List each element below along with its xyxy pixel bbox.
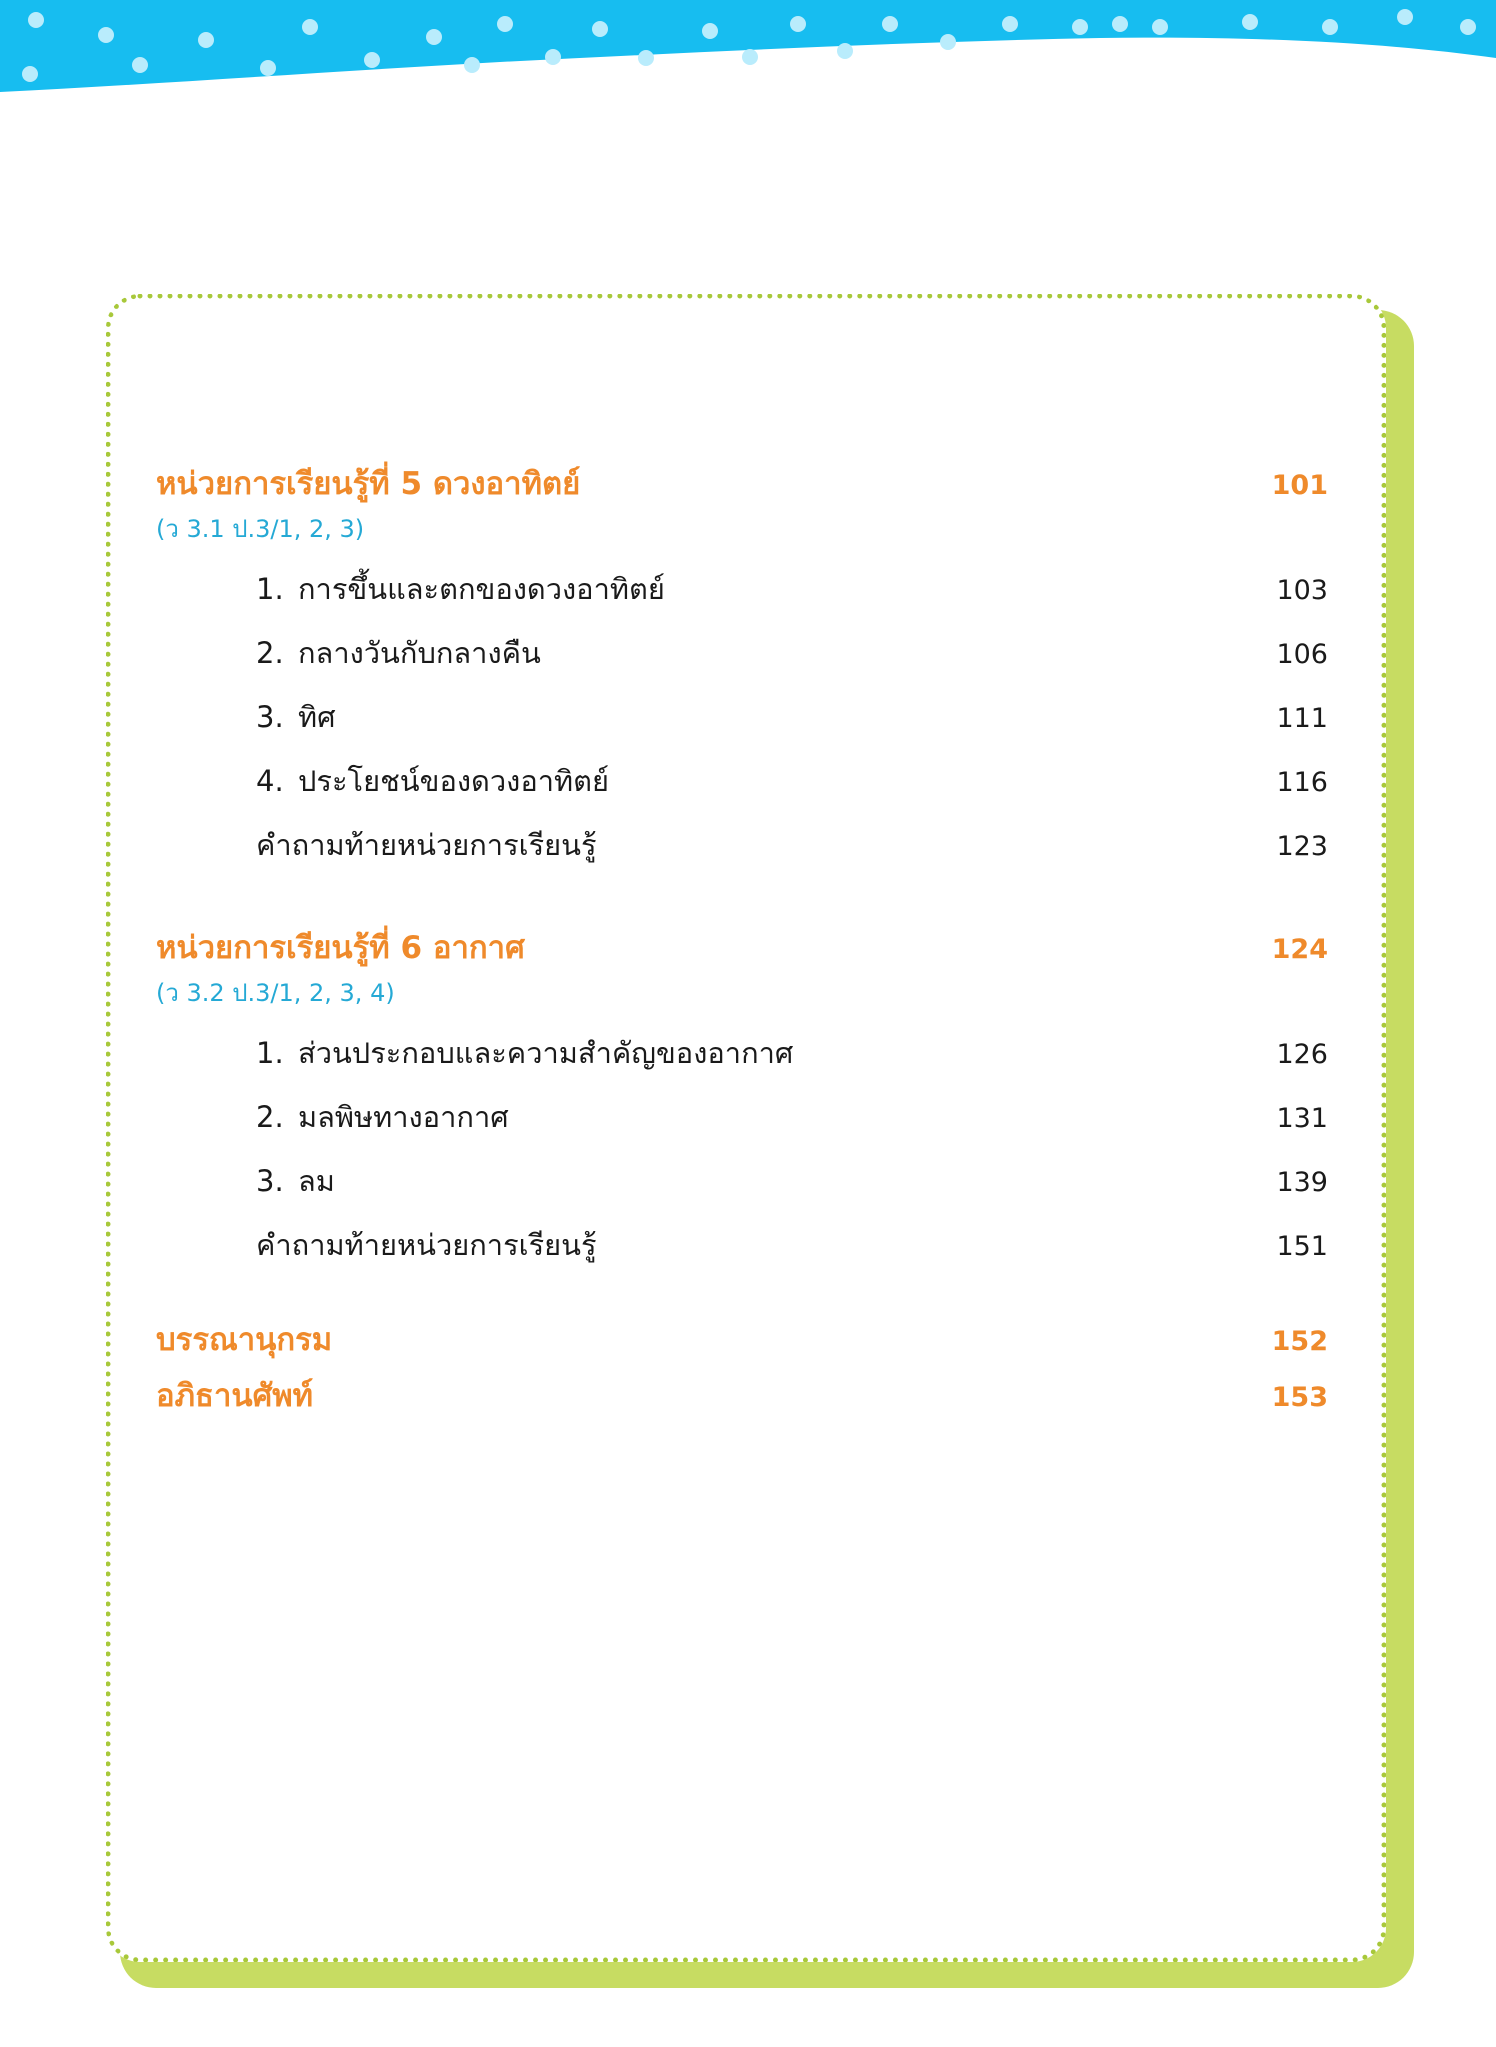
item-page-number: 151 — [1276, 1231, 1328, 1262]
item-number: 2. — [256, 636, 284, 670]
item-page-number: 116 — [1276, 767, 1328, 798]
item-page-number: 123 — [1276, 831, 1328, 862]
item-page-number: 139 — [1276, 1167, 1328, 1198]
item-page-number: 131 — [1276, 1103, 1328, 1134]
toc-questions-item[interactable] — [156, 822, 1332, 886]
toc-item[interactable] — [156, 1094, 1332, 1158]
item-label: ทิศ — [298, 700, 336, 734]
unit-title: หน่วยการเรียนรู้ที่ 6 อากาศ — [156, 930, 525, 966]
item-number: 4. — [256, 764, 284, 798]
bibliography-page-number: 152 — [1271, 1326, 1328, 1357]
item-number: 1. — [256, 1036, 284, 1070]
table-of-contents — [156, 458, 1332, 1426]
item-label: กลางวันกับกลางคืน — [298, 636, 541, 670]
item-number: 3. — [256, 700, 284, 734]
unit-standard: (ว 3.1 ป.3/1, 2, 3) — [156, 515, 365, 543]
toc-item[interactable] — [156, 1030, 1332, 1094]
item-label: คำถามท้ายหน่วยการเรียนรู้ — [256, 1228, 597, 1262]
bibliography-entry[interactable] — [156, 1314, 1332, 1370]
item-page-number: 111 — [1276, 703, 1328, 734]
unit-standard: (ว 3.2 ป.3/1, 2, 3, 4) — [156, 979, 395, 1007]
unit-title: หน่วยการเรียนรู้ที่ 5 ดวงอาทิตย์ — [156, 466, 581, 502]
toc-item[interactable] — [156, 1158, 1332, 1222]
top-wave-band — [0, 0, 1496, 100]
bibliography-label: บรรณานุกรม — [156, 1322, 333, 1358]
item-page-number: 126 — [1276, 1039, 1328, 1070]
unit-page-number: 101 — [1271, 470, 1328, 501]
item-number: 2. — [256, 1100, 284, 1134]
toc-questions-item[interactable] — [156, 1222, 1332, 1286]
toc-item[interactable] — [156, 566, 1332, 630]
item-number: 1. — [256, 572, 284, 606]
item-label: ประโยชน์ของดวงอาทิตย์ — [298, 764, 609, 798]
toc-item[interactable] — [156, 758, 1332, 822]
item-label: มลพิษทางอากาศ — [298, 1100, 509, 1134]
toc-item[interactable] — [156, 694, 1332, 758]
unit-page-number: 124 — [1271, 934, 1328, 965]
item-page-number: 106 — [1276, 639, 1328, 670]
unit-heading[interactable] — [156, 922, 1332, 972]
glossary-label: อภิธานศัพท์ — [156, 1378, 314, 1414]
glossary-entry[interactable] — [156, 1370, 1332, 1426]
item-label: ส่วนประกอบและความสำคัญของอากาศ — [298, 1036, 794, 1070]
item-page-number: 103 — [1276, 575, 1328, 606]
toc-item[interactable] — [156, 630, 1332, 694]
item-label: การขึ้นและตกของดวงอาทิตย์ — [298, 572, 665, 606]
unit-heading[interactable] — [156, 458, 1332, 508]
item-label: คำถามท้ายหน่วยการเรียนรู้ — [256, 828, 597, 862]
item-number: 3. — [256, 1164, 284, 1198]
glossary-page-number: 153 — [1271, 1382, 1328, 1413]
item-label: ลม — [298, 1164, 335, 1198]
